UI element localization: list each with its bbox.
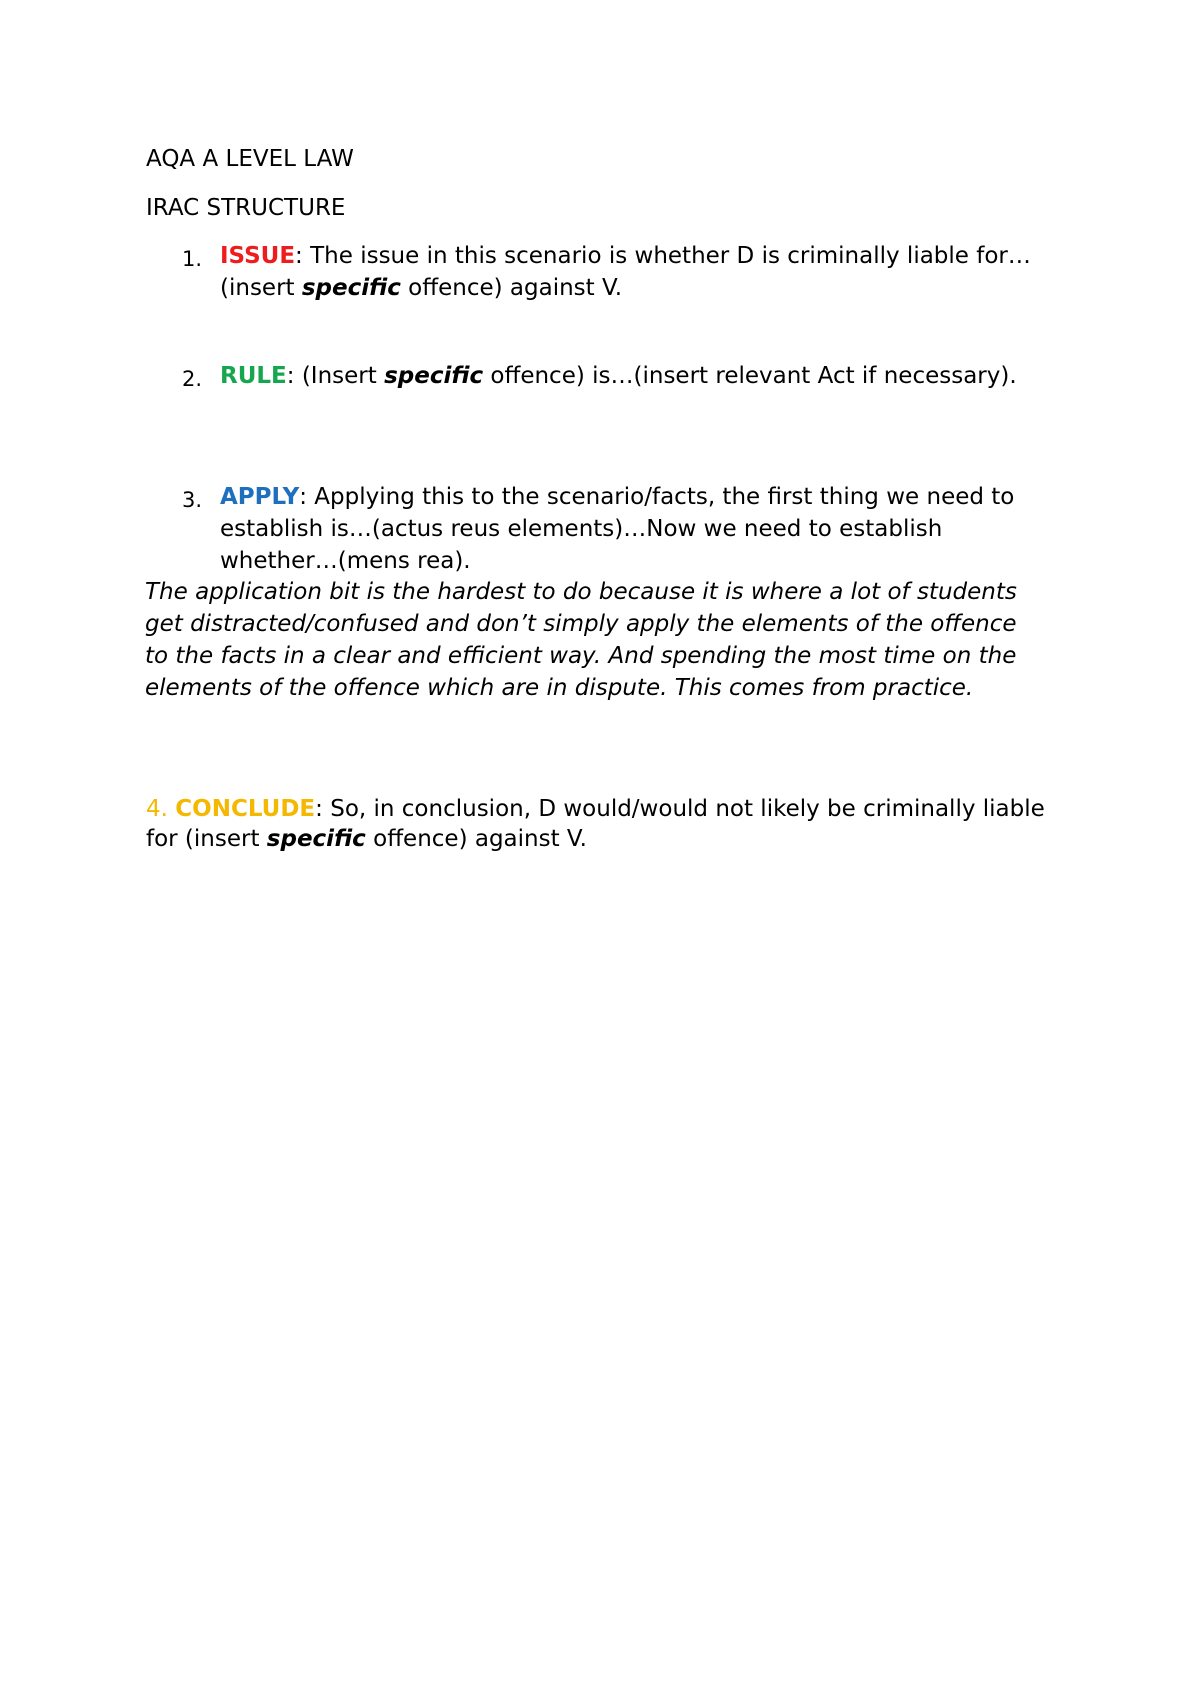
- document-title: AQA A LEVEL LAW: [146, 146, 354, 172]
- conclude-text-b: offence) against V.: [365, 826, 587, 852]
- document-subtitle: IRAC STRUCTURE: [146, 195, 346, 221]
- conclude-emphasis: specific: [266, 826, 366, 852]
- conclude-text-a: : So, in conclusion, D would/would not likely be criminally liable for (insert: [146, 796, 1045, 852]
- list-number: 3.: [182, 488, 203, 512]
- list-item-body: [220, 360, 1050, 392]
- list-item-body: [220, 481, 1050, 577]
- list-item-conclude: [146, 794, 1046, 854]
- conclude-keyword: CONCLUDE: [175, 796, 316, 822]
- issue-emphasis: specific: [301, 275, 401, 301]
- rule-emphasis: specific: [384, 363, 484, 389]
- issue-text-b: offence) against V.: [400, 275, 623, 301]
- rule-text-a: : (Insert: [286, 363, 385, 389]
- apply-text: : Applying this to the scenario/facts, the first thing we need to establish is…(actus reus elements)…Now we need to establish whether…(mens rea).: [220, 484, 1015, 574]
- rule-keyword: RULE: [220, 363, 287, 389]
- list-number: 1.: [182, 247, 203, 271]
- list-number: 2.: [182, 367, 203, 391]
- rule-text-b: offence) is…(insert relevant Act if necessary).: [483, 363, 1017, 389]
- issue-keyword: ISSUE: [220, 243, 296, 269]
- list-item-body: [220, 240, 1050, 304]
- conclude-number: 4.: [146, 796, 168, 822]
- apply-keyword: APPLY: [220, 484, 300, 510]
- application-note: The application bit is the hardest to do because it is where a lot of students get distracted/confused and don’t simply apply the elements of the offence to the facts in a clear and efficient way. And spending the most time on the elements of the offence which are in dispute. This comes from practice.: [145, 579, 1017, 701]
- issue-text-a: : The issue in this scenario is whether D is criminally liable for…(insert: [220, 243, 1031, 301]
